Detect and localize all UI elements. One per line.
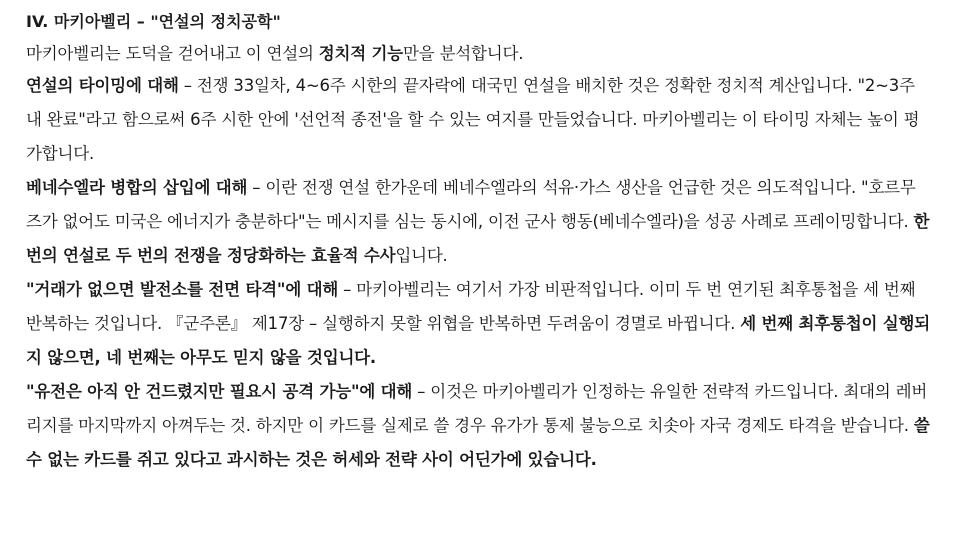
- paragraph-body: – 전쟁 33일차, 4~6주 시한의 끝자락에 대국민 연설을 배치한 것은 정확한 정치적 계산입니다. "2~3주 내 완료"라고 함으로써 6주 시한 안에 '선언적 종전'을 할 수 있는 여지를 만들었습니다. 마키아벨리는 이 타이밍 자체는 높이 평가합니다.: [26, 76, 920, 163]
- paragraph-venezuela: [26, 171, 931, 273]
- intro-emphasis: 정치적 기능: [318, 44, 404, 63]
- paragraph-oilfields: [26, 375, 931, 477]
- paragraph-timing: [26, 69, 931, 171]
- paragraph-ultimatum: [26, 273, 931, 375]
- paragraph-emphasis: 세 번째 최후통첩이 실행되지 않으면, 네 번째는 아무도 믿지 않을 것입니다.: [26, 314, 930, 367]
- paragraph-title: 연설의 타이밍에 대해: [26, 76, 179, 95]
- paragraph-body-end: 입니다.: [395, 246, 448, 265]
- intro-paragraph: [26, 38, 931, 69]
- paragraph-body: – 이것은 마키아벨리가 인정하는 유일한 전략적 카드입니다. 최대의 레버리지를 마지막까지 아껴두는 것. 하지만 이 카드를 실제로 쓸 경우 유가가 통제 불능으로 치솟아 자국 경제도 타격을 받습니다.: [26, 382, 928, 435]
- paragraph-emphasis: 쓸 수 없는 카드를 쥐고 있다고 과시하는 것은 허세와 전략 사이 어딘가에 있습니다.: [26, 416, 930, 469]
- intro-text-end: 만을 분석합니다.: [403, 44, 524, 63]
- intro-text: 마키아벨리는 도덕을 걷어내고 이 연설의: [26, 44, 319, 63]
- paragraph-body: – 이란 전쟁 연설 한가운데 베네수엘라의 석유·가스 생산을 언급한 것은 의도적입니다. "호르무즈가 없어도 미국은 에너지가 충분하다"는 메시지를 심는 동시에, 이전 군사 행동(베네수엘라)을 성공 사례로 프레이밍합니다.: [26, 178, 916, 231]
- paragraph-title: 베네수엘라 병합의 삽입에 대해: [26, 178, 248, 197]
- paragraph-emphasis: 한 번의 연설로 두 번의 전쟁을 정당화하는 효율적 수사: [26, 212, 930, 265]
- paragraph-body: – 마키아벨리는 여기서 가장 비판적입니다. 이미 두 번 연기된 최후통첩을 세 번째 반복하는 것입니다. 『군주론』 제17장 – 실행하지 못할 위협을 반복하면 두려움이 경멸로 바뀝니다.: [26, 280, 916, 333]
- paragraph-title: "유전은 아직 안 건드렸지만 필요시 공격 가능"에 대해: [26, 382, 413, 401]
- paragraph-title: "거래가 없으면 발전소를 전면 타격"에 대해: [26, 280, 339, 299]
- section-heading: IV. 마키아벨리 – "연설의 정치공학": [26, 12, 281, 31]
